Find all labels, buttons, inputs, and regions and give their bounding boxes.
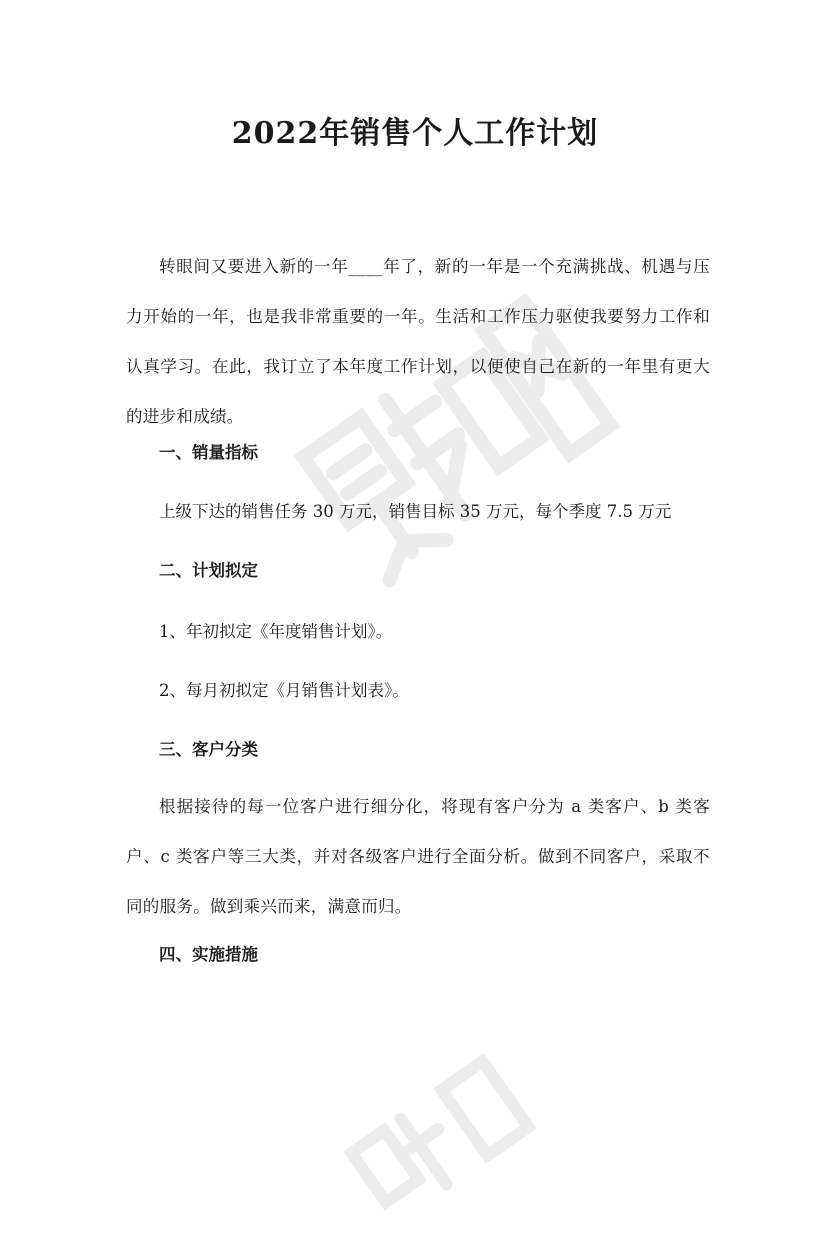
plan-item-monthly: 2、每月初拟定《月销售计划表》。 (159, 681, 409, 700)
sales-target-text: 上级下达的销售任务 30 万元，销售目标 35 万元，每个季度 7.5 万元 (159, 502, 672, 521)
plan-item-annual: 1、年初拟定《年度销售计划》。 (159, 622, 393, 641)
section-heading-measures: 四、实施措施 (159, 945, 258, 964)
document-title: 2022年销售个人工作计划 (231, 116, 599, 151)
watermark-logo-bottom (324, 1033, 557, 1246)
intro-paragraph: 转眼间又要进入新的一年____年了，新的一年是一个充满挑战、机遇与压力开始的一年，也是我非常重要的一年。生活和工作压力驱使我要努力工作和认真学习。在此，我订立了本年度工作计划，以便使自己在新的一年里有更大的进步和成绩。 (126, 257, 710, 426)
section-heading-plan: 二、计划拟定 (159, 561, 258, 580)
customer-paragraph: 根据接待的每一位客户进行细分化，将现有客户分为 a 类客户、b 类客户、c 类客户等三大类，并对各级客户进行全面分析。做到不同客户，采取不同的服务。做到乘兴而来，满意而归。 (126, 797, 710, 916)
section-heading-customer: 三、客户分类 (159, 740, 258, 759)
section-heading-sales-target: 一、销量指标 (159, 443, 258, 462)
